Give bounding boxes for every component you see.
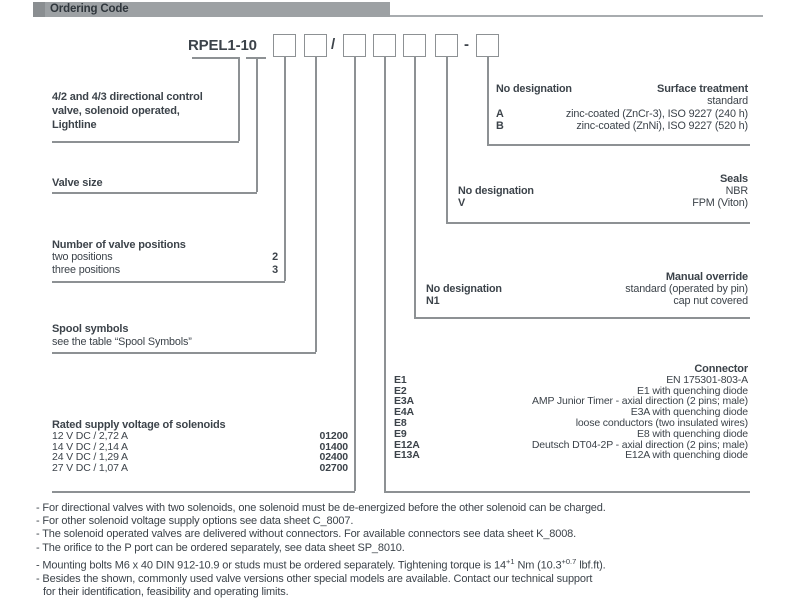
override-row-code: N1 [426, 294, 440, 307]
connector-row-code: E3A [394, 395, 414, 408]
connector-row-label: E1 with quenching diode [637, 384, 748, 397]
connector-line-seals [446, 57, 448, 222]
connector-row-code: E4A [394, 406, 414, 419]
positions-row-label: three positions [52, 263, 120, 276]
surface-row-label: zinc-coated (ZnCr-3), ISO 9227 (240 h) [565, 107, 748, 120]
rule-valve-type [52, 141, 239, 143]
connector-row-code: E13A [394, 449, 420, 462]
voltage-row-code: 02400 [319, 451, 348, 464]
seals-row-label: FPM (Viton) [692, 196, 748, 209]
positions-row-code: 2 [272, 251, 278, 264]
footnote-line: - The orifice to the P port can be ordered separately, see data sheet SP_8010. [36, 541, 405, 554]
code-box-2 [304, 34, 327, 57]
voltage-row-code: 01200 [319, 430, 348, 443]
footnote-line: - For directional valves with two solenoids, one solenoid must be de-energized before the other solenoid can be charged. [36, 502, 606, 514]
code-box-3 [343, 34, 366, 57]
connector-line-connector [384, 57, 386, 491]
surface-no-designation: No designation [496, 83, 572, 95]
torque-prefix: - Mounting bolts M6 x 40 DIN 912-10.9 or studs must be ordered separately. Tightening torque is 14 [36, 559, 506, 572]
code-box-7 [476, 34, 499, 57]
rule-spool [52, 352, 316, 354]
footnote-line-continuation: for their identification, feasibility and operating limits. [43, 585, 289, 598]
connector-row-code: E2 [394, 384, 407, 397]
connector-line-spool [315, 57, 317, 352]
voltage-row-code: 01400 [319, 440, 348, 453]
header-accent-square [33, 2, 45, 17]
spool-subtitle: see the table “Spool Symbols” [52, 336, 192, 348]
page-title: Ordering Code [50, 3, 129, 15]
seals-row [458, 198, 748, 210]
rule-voltage [52, 491, 355, 493]
seals-row-code: V [458, 196, 466, 209]
surface-row-code: B [496, 120, 504, 133]
code-box-6 [435, 34, 458, 57]
rule-valve-size [52, 192, 257, 194]
connector-row [394, 429, 748, 440]
override-row-label: standard (operated by pin) [625, 282, 748, 295]
positions-row-code: 3 [272, 263, 278, 276]
connector-row-label: E12A with quenching diode [625, 449, 748, 462]
footnote-line: - Besides the shown, commonly used valve versions other special models are available. Contact our technical support [36, 572, 593, 585]
section-manual-override [426, 272, 748, 308]
rule-positions [52, 281, 285, 283]
voltage-row-label: 14 V DC / 2,14 A [52, 440, 128, 453]
connector-row [394, 375, 748, 386]
connector-row [394, 450, 748, 461]
connector-row-code: E12A [394, 438, 420, 451]
connector-row-label: AMP Junior Timer - axial direction (2 pins; male) [532, 395, 748, 408]
section-connector [394, 364, 748, 461]
override-row-label: cap nut covered [673, 294, 748, 307]
positions-row [52, 264, 278, 276]
torque-mid: Nm (10.3 [514, 559, 562, 572]
surface-row-code: A [496, 107, 504, 120]
torque-sup2: +0.7 [561, 556, 577, 566]
valve-type-line1: 4/2 and 4/3 directional control [52, 91, 203, 103]
connector-title: Connector [694, 363, 748, 375]
torque-sup1: +1 [505, 556, 515, 566]
override-title: Manual override [665, 271, 748, 283]
voltage-title: Rated supply voltage of solenoids [52, 419, 226, 431]
seals-row-code: No designation [458, 184, 534, 197]
seals-row-label: NBR [725, 184, 748, 197]
code-dash: - [464, 36, 469, 53]
seals-title: Seals [720, 173, 748, 185]
voltage-row-label: 24 V DC / 1,29 A [52, 451, 128, 464]
override-row-code: No designation [426, 282, 502, 295]
code-slash: / [331, 36, 336, 53]
rule-seals [446, 222, 750, 224]
section-valve-type [52, 90, 247, 132]
section-spool [52, 323, 192, 349]
connector-line-surface [487, 57, 489, 144]
surface-row [496, 95, 748, 107]
connector-row-label: EN 175301-803-A [666, 373, 748, 386]
surface-row-label: standard [707, 95, 748, 108]
footnote-torque-line [36, 555, 781, 573]
connector-row-code: E9 [394, 427, 407, 440]
positions-row-label: two positions [52, 251, 113, 264]
footnotes [36, 502, 781, 599]
connector-line-override [414, 57, 416, 317]
override-row [426, 296, 748, 308]
surface-row [496, 120, 748, 132]
section-seals [458, 174, 748, 210]
code-box-4 [373, 34, 396, 57]
rule-connector [384, 491, 750, 493]
connector-line-valve-size [256, 57, 258, 192]
section-valve-size [52, 177, 103, 189]
connector-row-label: E3A with quenching diode [630, 406, 748, 419]
rule-override [414, 317, 750, 319]
valve-type-line3: Lightline [52, 119, 97, 131]
surface-row-label: zinc-coated (ZnNi), ISO 9227 (520 h) [576, 120, 748, 133]
connector-row-code: E8 [394, 416, 407, 429]
prefix-underline-1 [192, 57, 239, 59]
spool-title: Spool symbols [52, 323, 129, 335]
section-voltage [52, 420, 348, 473]
rule-surface [487, 144, 750, 146]
code-box-5 [403, 34, 426, 57]
footnote-line: - For other solenoid voltage supply options see data sheet C_8007. [36, 515, 354, 528]
model-code-prefix: RPEL1-10 [188, 37, 257, 54]
connector-row-label: Deutsch DT04-2P - axial direction (2 pins; male) [531, 438, 748, 451]
connector-row-code: E1 [394, 373, 407, 386]
surface-title: Surface treatment [657, 83, 748, 95]
voltage-row-code: 02700 [319, 461, 348, 474]
surface-row [496, 108, 748, 120]
valve-size-title: Valve size [52, 177, 103, 189]
header-bar [33, 2, 390, 17]
section-surface-treatment [496, 83, 748, 133]
code-box-1 [273, 34, 296, 57]
connector-row-label: E8 with quenching diode [637, 427, 748, 440]
valve-type-line2: valve, solenoid operated, [52, 105, 180, 117]
surface-title-row [496, 83, 748, 95]
connector-line-voltage [354, 57, 356, 491]
section-positions [52, 239, 278, 276]
torque-suffix: lbf.ft). [576, 559, 606, 572]
connector-line-positions [284, 57, 286, 281]
voltage-row [52, 463, 348, 473]
connector-row-label: loose conductors (two insulated wires) [575, 416, 748, 429]
positions-title: Number of valve positions [52, 239, 186, 251]
positions-row [52, 251, 278, 263]
voltage-row-label: 27 V DC / 1,07 A [52, 461, 128, 474]
voltage-row-label: 12 V DC / 2,72 A [52, 430, 128, 443]
footnote-line: - The solenoid operated valves are delivered without connectors. For available connectors see data sheet K_8008. [36, 528, 577, 541]
